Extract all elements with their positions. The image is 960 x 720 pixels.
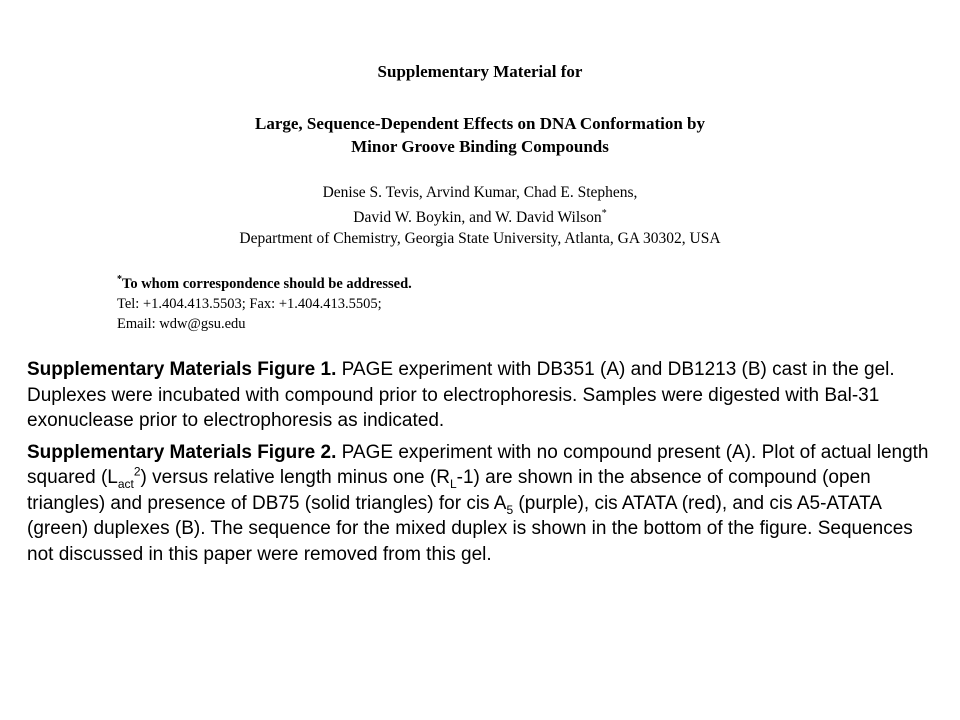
figure-2-caption [27,440,932,568]
supplementary-kicker: Supplementary Material for [377,62,583,81]
correspondence-block [117,270,412,334]
figure-2-text-c: -1) are shown in the absence of compound (open triangles) and presence of DB75 (solid triangles) for cis A [27,467,871,514]
figure-1-label: Supplementary Materials Figure 1. [27,359,337,380]
author-block [0,182,960,249]
correspondence-note [117,270,412,294]
phone-fax: Tel: +1.404.413.5503; Fax: +1.404.413.5505; [117,295,382,312]
subscript-5: 5 [506,502,514,517]
subscript-act: act [117,476,134,491]
figure-2-label: Supplementary Materials Figure 2. [27,441,337,463]
title-line-1: Large, Sequence-Dependent Effects on DNA Conformation by [254,114,705,133]
correspondence-note-text: To whom correspondence should be addressed. [122,275,412,292]
figure-1-text: PAGE experiment with DB351 (A) and DB1213 (B) cast in the gel. Duplexes were incubated with compound prior to electrophoresis. Samples were digested with Bal-31 exonuclease prior to electrophoresis as indicated. [27,359,895,431]
correspondence-mark: * [117,274,122,285]
corresponding-author-mark: * [601,208,607,219]
email: Email: wdw@gsu.edu [117,315,246,332]
authors-line-2 [0,203,960,228]
figure-captions [27,357,932,573]
figure-2-text-a: PAGE experiment with no compound present (A). Plot of actual length squared (L [27,441,929,488]
affiliation: Department of Chemistry, Georgia State University, Atlanta, GA 30302, USA [239,230,721,248]
subscript-l: L [449,476,457,491]
figure-1-caption [27,357,932,434]
authors-line-1: Denise S. Tevis, Arvind Kumar, Chad E. Stephens, [322,184,638,201]
figure-2-text-b: ) versus relative length minus one (R [140,467,450,488]
authors-line-2-text: David W. Boykin, and W. David Wilson [353,209,602,227]
figure-2-text-d: (purple), cis ATATA (red), and cis A5-ATATA (green) duplexes (B). The sequence for the mixed duplex is shown in the bottom of the figure. Sequences not discussed in this paper were removed from this gel. [27,492,913,565]
paper-title [0,112,960,158]
superscript-2: 2 [133,464,141,479]
title-line-2: Minor Groove Binding Compounds [351,137,609,156]
